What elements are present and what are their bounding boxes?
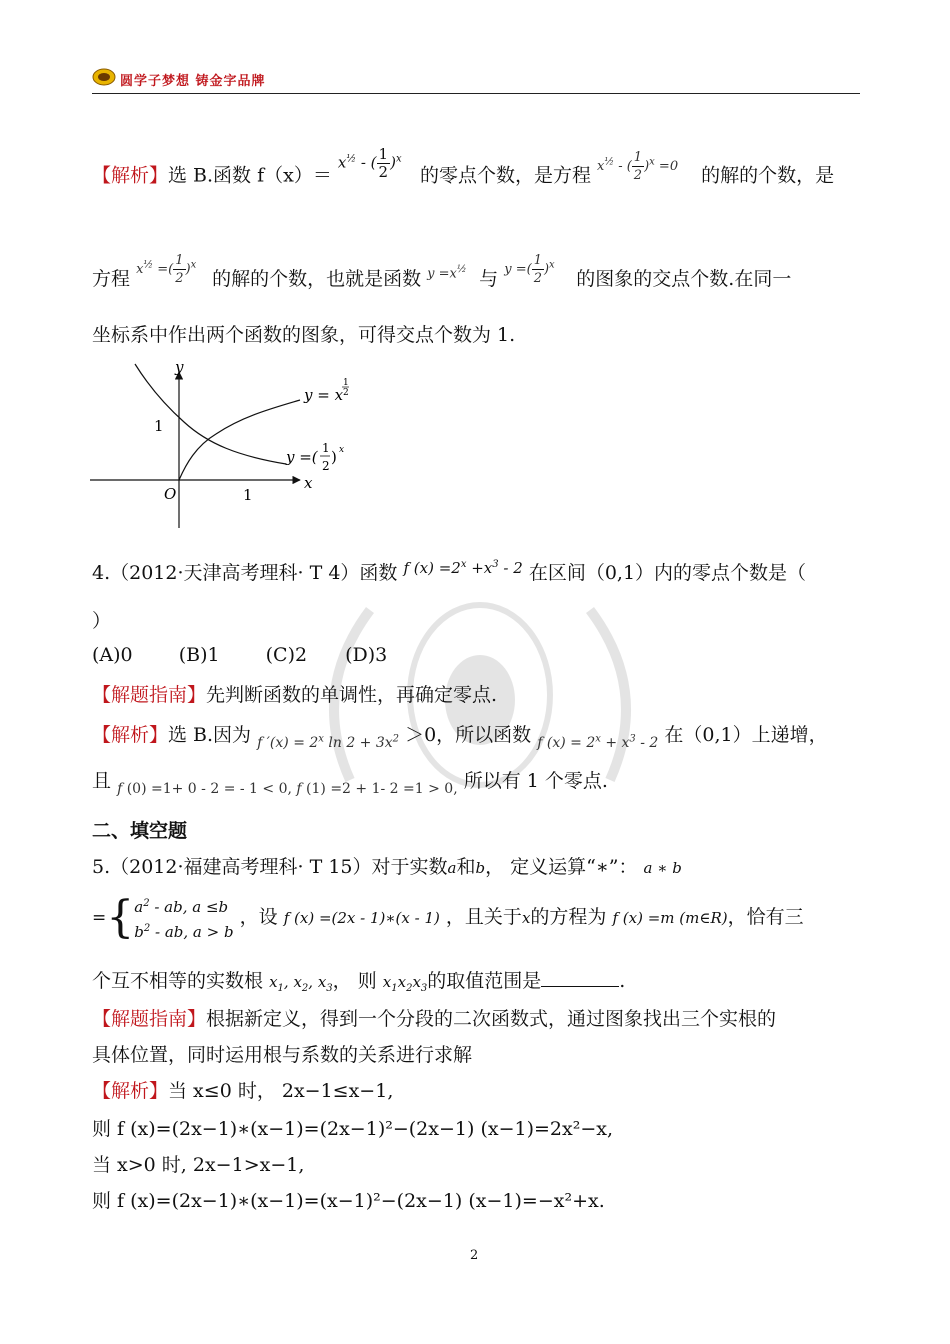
guide-tag: 【解题指南】: [92, 684, 207, 706]
choice-d: (D)3: [345, 644, 388, 666]
svg-text:2: 2: [343, 388, 349, 398]
svg-text:x: x: [339, 445, 345, 455]
q3-line-3: 坐标系中作出两个函数的图象，可得交点个数为 1.: [92, 324, 516, 346]
q4-stem: [92, 558, 806, 585]
q5-guide-1: [92, 1004, 776, 1031]
q4-jiexi-d: 且: [92, 770, 112, 792]
q5-step-2: 则 f (x)=(2x−1)∗(x−1)=(2x−1)²−(2x−1) (x−1)=2x²−x,: [92, 1118, 614, 1140]
var-a: a: [447, 859, 457, 877]
q4-jiexi-b: ＞0，所以函数: [405, 724, 532, 746]
q5-guide-2: 具体位置，同时运用根与系数的关系进行求解: [92, 1044, 473, 1066]
q5-stem-k: .: [619, 970, 626, 992]
formula-q4-f2: f (x) = 2x + x3 - 2: [537, 733, 659, 751]
q5-step-4: 则 f (x)=(2x−1)∗(x−1)=(x−1)²−(2x−1) (x−1)=−x²+x.: [92, 1190, 605, 1212]
q5-stem-f: 的方程为: [530, 906, 607, 928]
q4-jiexi-e: 所以有 1 个零点.: [463, 770, 608, 792]
q4-jiexi-c: 在（0,1）上递增，: [664, 724, 828, 746]
q5-step-1: 当 x≤0 时， 2x−1≤x−1,: [168, 1080, 394, 1102]
q3-text-d: 方程: [92, 268, 131, 290]
q4-guide: [92, 680, 497, 707]
formula-q5-f: f (x) =(2x - 1)∗(x - 1): [283, 909, 440, 927]
q5-jiexi-1: [92, 1076, 393, 1103]
answer-blank[interactable]: [541, 968, 619, 987]
guide-tag: 【解题指南】: [92, 1008, 207, 1030]
page-number: 2: [470, 1248, 479, 1263]
svg-text:2: 2: [322, 459, 330, 473]
formula-y-exp: y =( $\frac{1}{2}$ )$^x$: [504, 253, 555, 286]
q4-jiexi-a: 选 B.因为: [168, 724, 252, 746]
formula-values: f (0) =1+ 0 - 2 = - 1 < 0, f (1) =2 + 1- 2 =1 > 0,: [117, 781, 458, 797]
svg-text:): ): [331, 448, 337, 466]
jiexi-tag: 【解析】: [92, 164, 169, 187]
x-tick-1: 1: [243, 486, 253, 504]
y-axis-label: y: [175, 358, 184, 376]
q4-stem-c: ）: [92, 610, 112, 632]
q3-text-f: 与: [479, 268, 499, 290]
curve-exponential: [135, 364, 286, 464]
curve2-label: y =(: [286, 448, 318, 466]
formula-roots: $x_1$, $x_2$, $x_3$: [269, 973, 333, 994]
formula-a-op-b: a ∗ b: [643, 859, 682, 877]
q5-guide-a: 根据新定义，得到一个分段的二次函数式，通过图象找出三个实根的: [206, 1008, 777, 1030]
q4-stem-a: 4.（2012·天津高考理科· T 4）函数: [92, 562, 398, 584]
q4-stem-b: 在区间（0,1）内的零点个数是（: [528, 562, 807, 584]
formula-derivative: f ′(x) = 2x ln 2 + 3x2: [257, 733, 400, 751]
formula-equation-2: $x^{\frac{1}{2}}$ =( $\frac{1}{2}$ )$^x$: [136, 253, 197, 286]
q4-guide-text: 先判断函数的单调性，再确定零点.: [206, 684, 498, 706]
q5-stem-3: [92, 966, 625, 994]
q3-line-1: [92, 145, 835, 196]
choice-a: (A)0: [92, 644, 133, 666]
q5-stem-e: ，且关于: [445, 906, 522, 928]
formula-y-sqrt: $y =x^{\frac{1}{2}}$: [427, 263, 467, 281]
brand-logo-icon: [92, 68, 116, 86]
curve-sqrt: [179, 400, 300, 480]
formula-equation-1: $x^{\frac{1}{2}}$ - ( $\frac{1}{2}$ )$^x$ =0: [597, 149, 679, 183]
q5-stem-h: 个互不相等的实数根: [92, 970, 264, 992]
formula-q5-eq: f (x) =m (m∈R): [612, 909, 728, 927]
q3-text-c: 的解的个数，是: [701, 164, 835, 187]
q3-text-e: 的解的个数，也就是函数: [212, 268, 422, 290]
q5-stem-2: $=\{a^2$ - ab, a ≤b $b^2$ - ab, a > b ，设 f (x) =(2x - 1)∗(x - 1) ，且关于x的方程为 f (x) =m (m∈R)，恰有三: [92, 892, 804, 943]
piecewise: $a^2$ - ab, a ≤b $b^2$ - ab, a > b: [134, 898, 234, 941]
choice-c: (C)2: [265, 644, 308, 666]
q4-choices: [92, 644, 387, 666]
header-brand: 圆学子梦想 铸金字品牌: [120, 74, 266, 89]
q3-text-b: 的零点个数，是方程: [419, 164, 591, 187]
choice-b: (B)1: [178, 644, 220, 666]
x-axis-label: x: [304, 474, 313, 492]
jiexi-tag: 【解析】: [92, 724, 169, 746]
q5-stem-a: 5.（2012·福建高考理科· T 15）对于实数: [92, 856, 448, 878]
svg-text:1: 1: [322, 441, 330, 455]
q5-stem-b: 和: [456, 856, 476, 878]
q3-text-a: 选 B.函数 f（x）＝: [168, 164, 332, 187]
q5-stem-j: 的取值范围是: [427, 970, 542, 992]
curve1-exponent: 1: [343, 378, 349, 388]
formula-f-x: $x^{\frac{1}{2}}$ - ( $\frac{1}{2}$ )$^x$: [337, 145, 402, 181]
curve1-label: y = x: [304, 386, 344, 404]
q4-jiexi-1: [92, 720, 828, 751]
q4-jiexi-2: [92, 766, 608, 797]
q3-line-2: [92, 253, 792, 299]
formula-product: $x_1x_2x_3$: [382, 973, 428, 994]
q5-stem-1: [92, 852, 682, 879]
jiexi-tag: 【解析】: [92, 1080, 169, 1102]
y-tick-1: 1: [154, 417, 164, 435]
function-graph: [88, 352, 368, 534]
q5-stem-g: ，恰有三: [727, 906, 804, 928]
var-x: x: [521, 909, 531, 927]
q5-stem-c: ， 定义运算“∗”：: [485, 856, 638, 878]
formula-q4-f: f (x) =2x +x3 - 2: [403, 559, 523, 577]
section-title: 二、填空题: [92, 820, 188, 842]
q5-stem-i: ， 则: [332, 970, 377, 992]
var-b: b: [475, 859, 486, 877]
q3-text-g: 的图象的交点个数.在同一: [576, 268, 792, 290]
q5-step-3: 当 x>0 时, 2x−1>x−1,: [92, 1154, 305, 1176]
origin-label: O: [164, 485, 177, 503]
header-rule: [92, 93, 860, 94]
q5-stem-d: ，设: [239, 906, 278, 928]
